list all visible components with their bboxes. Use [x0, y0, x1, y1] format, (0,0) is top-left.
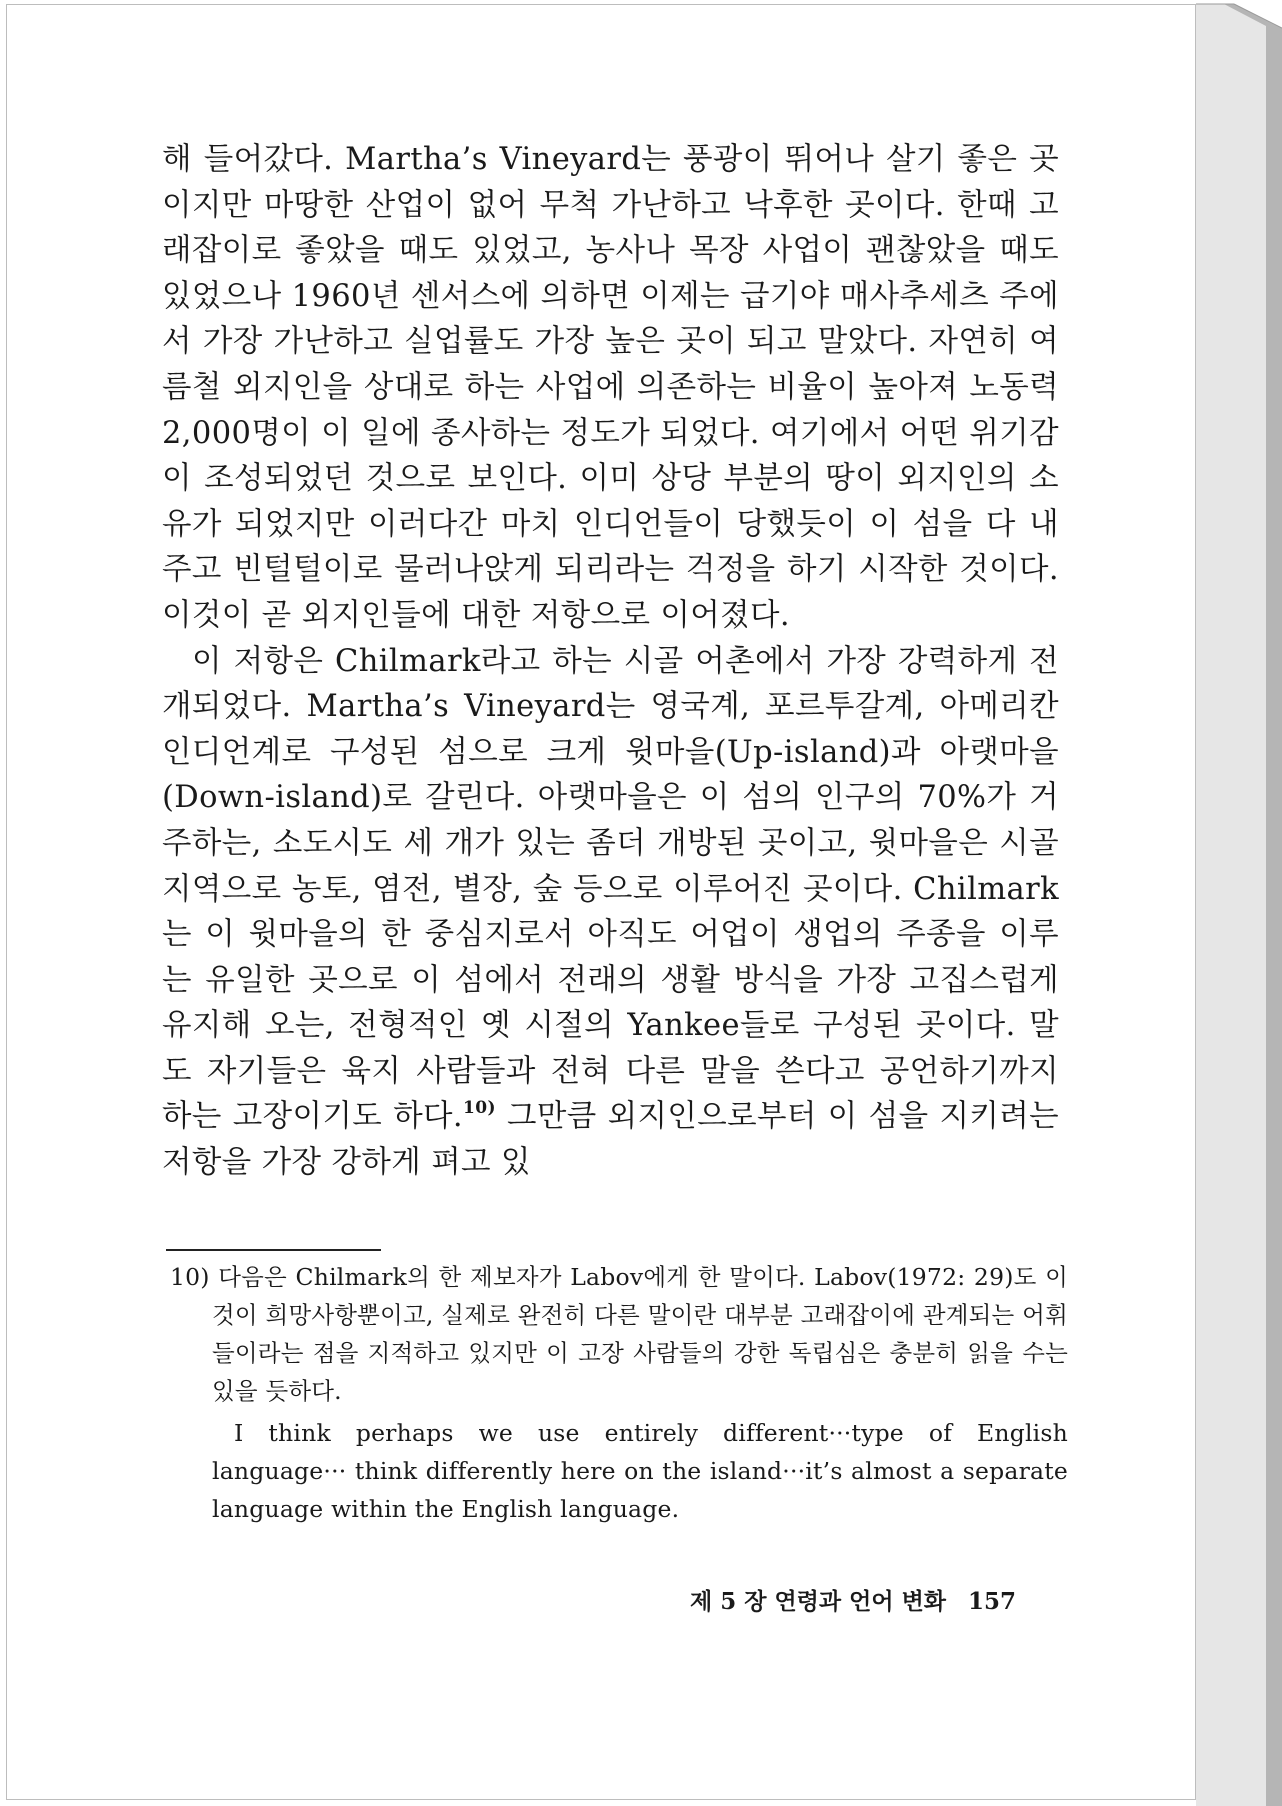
body-text	[162, 137, 1059, 1186]
book-page-edge	[1196, 0, 1282, 1806]
footnote-quote: I think perhaps we use entirely different···type of English language··· think differently here on the island···it’s almost a separate language within the English language.	[212, 1419, 1068, 1523]
paragraph-2	[162, 639, 1059, 1186]
chapter-title: 제 5 장 연령과 언어 변화	[690, 1588, 947, 1615]
paragraph-2-text: 이 저항은 Chilmark라고 하는 시골 어촌에서 가장 강력하게 전개되었다. Martha’s Vineyard는 영국계, 포르투갈계, 아메리칸 인디언계로 구성된 섬으로 크게 윗마을(Up-island)과 아랫마을(Down-island)로 갈린다. 아랫마을은 이 섬의 인구의 70%가 거주하는, 소도시도 세 개가 있는 좀더 개방된 곳이고, 윗마을은 시골 지역으로 농토, 염전, 별장, 숲 등으로 이루어진 곳이다. Chilmark는 이 윗마을의 한 중심지로서 아직도 어업이 생업의 주종을 이루는 유일한 곳으로 이 섬에서 전래의 생활 방식을 가장 고집스럽게 유지해 오는, 전형적인 옛 시절의 Yankee들로 구성된 곳이다. 말도 자기들은 육지 사람들과 전혀 다른 말을 쓴다고 공언하기까지 하는 고장이기도 하다.	[162, 643, 1059, 1135]
running-footer	[690, 1587, 1016, 1617]
page-number: 157	[968, 1588, 1017, 1615]
paragraph-2-tail: 그만큼 외지인으로부터 이 섬을 지키려는 저항을 가장 강하게 펴고 있	[162, 1099, 1059, 1181]
footnote-divider	[166, 1249, 381, 1251]
footnote-reference[interactable]: 10)	[463, 1098, 496, 1119]
footnote-text: 10) 다음은 Chilmark의 한 제보자가 Labov에게 한 말이다. Labov(1972: 29)도 이것이 희망사항뿐이고, 실제로 완전히 다른 말이란 대부분 고래잡이에 관계되는 어휘들이라는 점을 지적하고 있지만 이 고장 사람들의 강한 독립심은 충분히 읽을 수는 있을 듯하다.	[170, 1263, 1068, 1405]
footnote	[170, 1258, 1068, 1528]
paragraph-1: 해 들어갔다. Martha’s Vineyard는 풍광이 뛰어나 살기 좋은 곳이지만 마땅한 산업이 없어 무척 가난하고 낙후한 곳이다. 한때 고래잡이로 좋았을 때도 있었고, 농사나 목장 사업이 괜찮았을 때도 있었으나 1960년 센서스에 의하면 이제는 급기야 매사추세츠 주에서 가장 가난하고 실업률도 가장 높은 곳이 되고 말았다. 자연히 여름철 외지인을 상대로 하는 사업에 의존하는 비율이 높아져 노동력 2,000명이 이 일에 종사하는 정도가 되었다. 여기에서 어떤 위기감이 조성되었던 것으로 보인다. 이미 상당 부분의 땅이 외지인의 소유가 되었지만 이러다간 마치 인디언들이 당했듯이 이 섬을 다 내주고 빈털털이로 물러나앉게 되리라는 걱정을 하기 시작한 것이다. 이것이 곧 외지인들에 대한 저항으로 이어졌다.	[162, 142, 1059, 633]
